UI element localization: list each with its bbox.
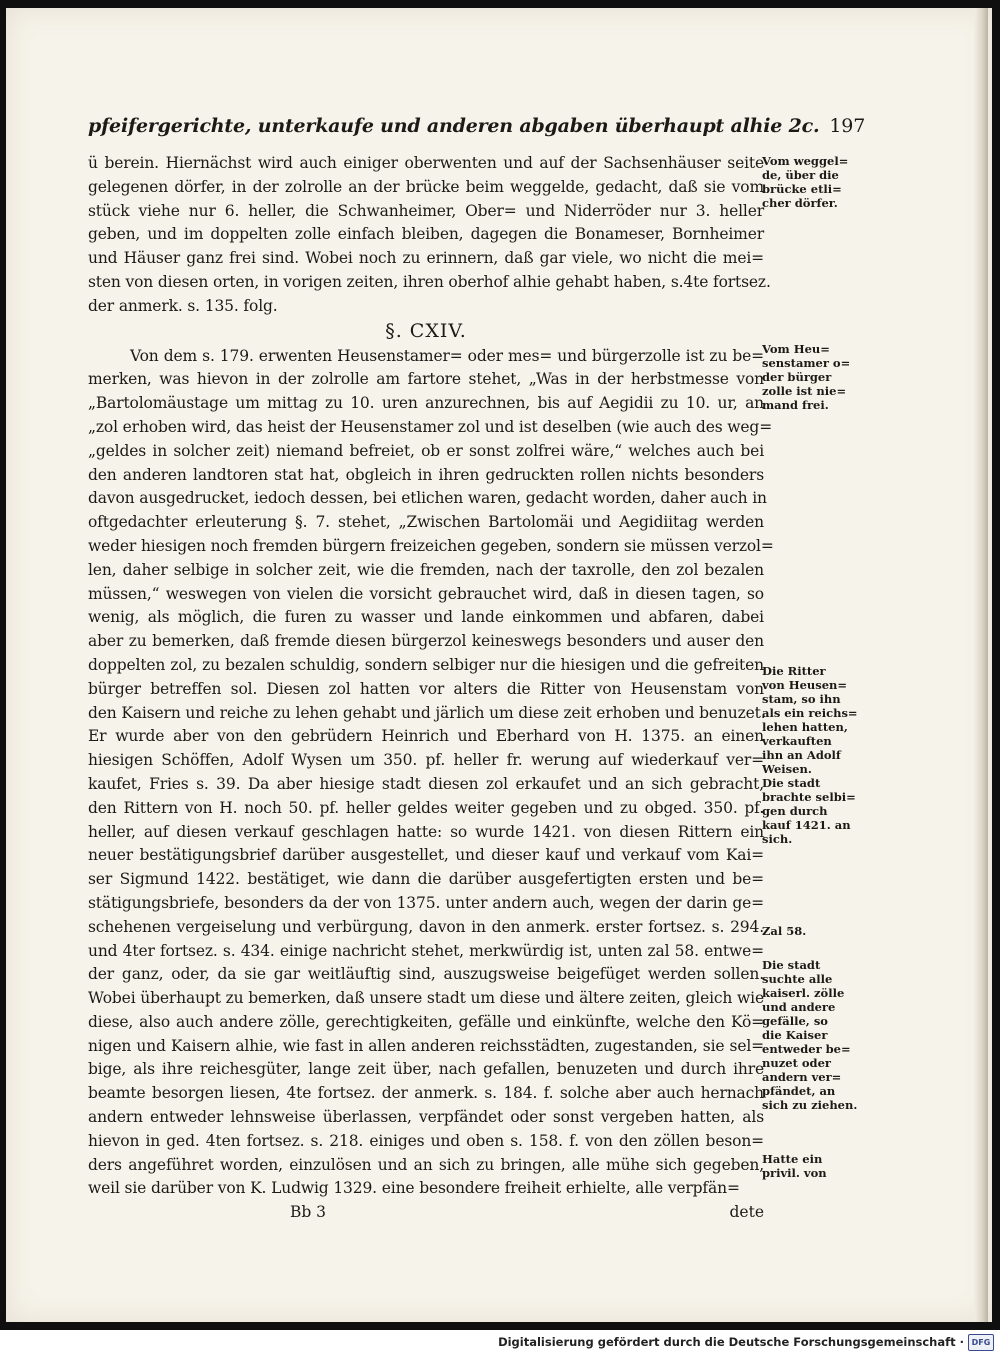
text-line: „geldes in solcher zeit) niemand befreiet, ob er sonst zolfrei wäre,“ welches auch bei — [88, 441, 764, 460]
margin-note-line: brachte selbi= — [762, 790, 856, 804]
text-line: und 4ter fortsez. s. 434. einige nachricht stehet, merkwürdig ist, unten zal 58. entwe= — [88, 941, 764, 960]
text-line: Wobei überhaupt zu bemerken, daß unsere stadt um diese und ältere zeiten, gleich wie — [88, 989, 764, 1008]
text-line: davon ausgedrucket, iedoch dessen, bei etlichen waren, gedacht worden, daher auch in — [88, 489, 767, 508]
margin-note-line: de, über die — [762, 168, 839, 182]
footer-bar — [0, 1330, 1000, 1355]
margin-note-ritter — [762, 664, 858, 846]
section-heading: §. CXIV. — [385, 319, 467, 342]
margin-note-line: von Heusen= — [762, 678, 848, 692]
funding-credit: Digitalisierung gefördert durch die Deutsche Forschungsgemeinschaft · — [498, 1335, 964, 1349]
text-line: Von dem s. 179. erwenten Heusenstamer= oder mes= und bürgerzolle ist zu be= — [130, 346, 764, 365]
text-line: andern entweder lehnsweise überlassen, verpfändet oder sonst vergeben hatten, als — [88, 1108, 764, 1127]
paragraph-continued — [88, 152, 771, 319]
text-line: len, daher selbige in solcher zeit, wie die fremden, nach der taxrolle, den zol bezalen — [88, 560, 764, 579]
margin-note-line: kauf 1421. an — [762, 818, 851, 832]
text-line: kaufet, Fries s. 39. Da aber hiesige stadt diesen zol erkaufet und an sich gebracht, — [88, 774, 764, 793]
margin-note-line: Weisen. — [762, 762, 812, 776]
text-line: oftgedachter erleuterung §. 7. stehet, „Zwischen Bartolomäi und Aegidiitag werden — [88, 513, 764, 532]
text-line: müssen,“ weswegen von vielen die vorsicht gebrauchet wird, daß in diesen tagen, so — [88, 584, 764, 603]
paragraph-main — [88, 345, 774, 1202]
margin-note-weggeld — [762, 154, 849, 210]
text-line: stück viehe nur 6. heller, die Schwanheimer, Ober= und Niderröder nur 3. heller — [88, 201, 764, 220]
text-line: ders angeführet worden, einzulösen und an sich zu bringen, alle mühe sich gegeben, — [88, 1155, 764, 1174]
margin-note-line: suchte alle — [762, 972, 833, 986]
text-line: der ganz, oder, da sie gar weitläuftig sind, auszugsweise beigefüget werden sollen. — [88, 965, 764, 984]
margin-note-kaiserl — [762, 958, 858, 1112]
page-edge — [974, 8, 988, 1322]
margin-note-line: senstamer o= — [762, 356, 851, 370]
margin-note-line: nuzet oder — [762, 1056, 831, 1070]
running-title: pfeifergerichte, unterkaufe und anderen abgaben überhaupt alhie 2c. — [88, 115, 820, 137]
margin-note-line: Hatte ein — [762, 1152, 823, 1166]
text-line: Er wurde aber von den gebrüdern Heinrich und Eberhard von H. 1375. an einen — [88, 727, 764, 746]
margin-note-line: gefälle, so — [762, 1014, 828, 1028]
text-line: „zol erhoben wird, das heist der Heusenstamer zol und ist deselben (wie auch des weg= — [88, 417, 773, 436]
margin-note-line: sich zu ziehen. — [762, 1098, 858, 1112]
signature-line — [88, 1201, 764, 1225]
text-line: bige, als ihre reichesgüter, lange zeit über, nach gefallen, benuzeten und durch ihre — [88, 1060, 764, 1079]
text-line: weil sie darüber von K. Ludwig 1329. eine besondere freiheit erhielte, alle verpfän= — [88, 1179, 740, 1198]
text-line: den Kaisern und reiche zu lehen gehabt und järlich um diese zeit erhoben und benuzet. — [88, 703, 766, 722]
text-line: hievon in ged. 4ten fortsez. s. 218. einiges und oben s. 158. f. von den zöllen beson= — [88, 1131, 764, 1150]
margin-note-line: andern ver= — [762, 1070, 842, 1084]
text-line: beamte besorgen liesen, 4te fortsez. der anmerk. s. 184. f. solche aber auch hernach — [88, 1084, 764, 1103]
margin-note-line: Die stadt — [762, 776, 821, 790]
dfg-logo: DFG — [968, 1334, 994, 1351]
margin-note-line: der bürger — [762, 370, 832, 384]
margin-note-privil — [762, 1152, 842, 1180]
margin-note-line: ihn an Adolf — [762, 748, 841, 762]
catchword: dete — [729, 1203, 764, 1222]
running-head — [88, 112, 866, 152]
margin-note-line: die Kaiser — [762, 1028, 828, 1042]
margin-note-line: kaiserl. zölle — [762, 986, 845, 1000]
text-line: der anmerk. s. 135. folg. — [88, 296, 278, 315]
margin-note-line: Vom weggel= — [762, 154, 849, 168]
text-line: diese, also auch andere zölle, gerechtigkeiten, gefälle und einkünfte, welche den Kö= — [88, 1012, 764, 1031]
margin-note-line: zolle ist nie= — [762, 384, 847, 398]
margin-note-line: lehen hatten, — [762, 720, 848, 734]
text-line: geben, und im doppelten zolle einfach bleiben, dagegen die Bonameser, Bornheimer — [88, 225, 764, 244]
text-line: merken, was hievon in der zolrolle am fartore stehet, „Was in der herbstmesse von — [88, 370, 764, 389]
margin-note-line: entweder be= — [762, 1042, 851, 1056]
text-line: ser Sigmund 1422. bestätiget, wie dann die darüber ausgefertigten ersten und be= — [88, 870, 764, 889]
margin-note-line: Zal 58. — [762, 924, 807, 938]
text-line: doppelten zol, zu bezalen schuldig, sondern selbiger nur die hiesigen und die gefreiten — [88, 655, 764, 674]
text-line: den anderen landtoren stat hat, obgleich in ihren gedruckten rollen nichts besonders — [88, 465, 764, 484]
margin-note-line: stam, so ihn — [762, 692, 841, 706]
page-number: 197 — [829, 115, 866, 137]
margin-note-line: mand frei. — [762, 398, 829, 412]
margin-note-line: und andere — [762, 1000, 836, 1014]
margin-note-line: verkauften — [762, 734, 832, 748]
margin-note-line: als ein reichs= — [762, 706, 858, 720]
text-line: „Bartolomäustage um mittag zu 10. uren anzurechnen, bis auf Aegidii zu 10. ur, an — [88, 394, 764, 413]
margin-note-line: privil. von — [762, 1166, 827, 1180]
text-line: und Häuser ganz frei sind. Wobei noch zu erinnern, daß gar viele, wo nicht die mei= — [88, 249, 764, 268]
text-line: schehenen vergeiselung und verbürgung, davon in den anmerk. erster fortsez. s. 294. — [88, 917, 764, 936]
text-line: weder hiesigen noch fremden bürgern freizeichen gegeben, sondern sie müssen verzol= — [88, 536, 774, 555]
margin-note-line: Vom Heu= — [762, 342, 830, 356]
margin-note-line: sich. — [762, 832, 793, 846]
margin-note-heusenstamer — [762, 342, 851, 412]
text-line: neuer bestätigungsbrief darüber ausgestellet, und dieser kauf und verkauf vom Kai= — [88, 846, 764, 865]
text-line: sten von diesen orten, in vorigen zeiten, ihren oberhof alhie gehabt haben, s.4te fortsez. — [88, 272, 771, 291]
text-line: den Rittern von H. noch 50. pf. heller geldes weiter gegeben und zu obged. 350. pf. — [88, 798, 764, 817]
text-line: bürger betreffen sol. Diesen zol hatten vor alters die Ritter von Heusenstam von — [88, 679, 764, 698]
margin-note-line: gen durch — [762, 804, 828, 818]
text-line: nigen und Kaisern alhie, wie fast in allen anderen reichsstädten, zugestanden, sie sel= — [88, 1036, 764, 1055]
margin-note-line: cher dörfer. — [762, 196, 838, 210]
signature-mark: Bb 3 — [289, 1203, 327, 1222]
text-line: hiesigen Schöffen, Adolf Wysen um 350. pf. heller fr. werung auf wiederkauf ver= — [88, 751, 764, 770]
margin-note-line: pfändet, an — [762, 1084, 836, 1098]
text-line: stätigungsbriefe, besonders da der von 1375. unter andern auch, wegen der darin ge= — [88, 893, 764, 912]
text-line: heller, auf diesen verkauf geschlagen hatte: so wurde 1421. von diesen Rittern ein — [88, 822, 764, 841]
margin-note-line: Die stadt — [762, 958, 821, 972]
margin-note-line: brücke etli= — [762, 182, 842, 196]
text-line: aber zu bemerken, daß fremde diesen bürgerzol keineswegs besonders und auser den — [88, 632, 764, 651]
margin-note-line: Die Ritter — [762, 664, 826, 678]
text-line: wenig, als möglich, die furen zu wasser und lande einkommen und abfaren, dabei — [88, 608, 764, 627]
text-line: gelegenen dörfer, in der zolrolle an der brücke beim weggelde, gedacht, daß sie vom — [88, 177, 764, 196]
text-line: ü berein. Hiernächst wird auch einiger oberwenten und auf der Sachsenhäuser seite — [88, 154, 764, 172]
margin-note-zal58 — [762, 924, 842, 938]
